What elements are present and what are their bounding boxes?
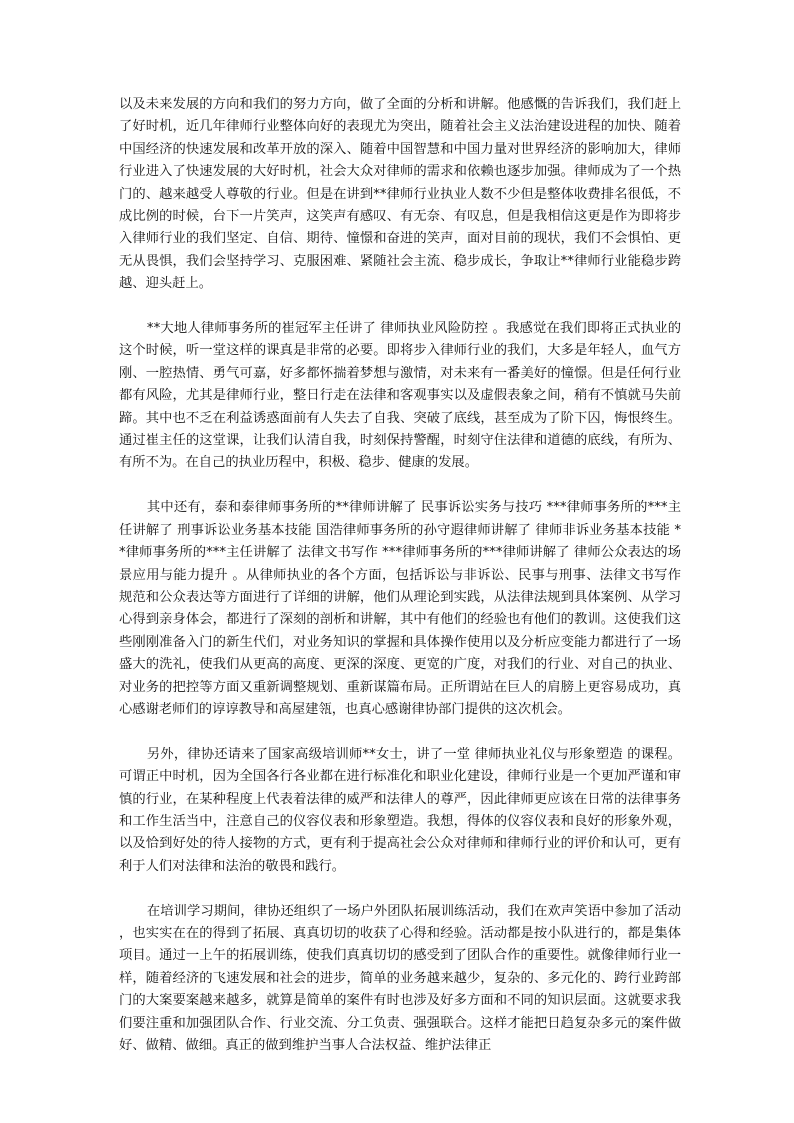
paragraph-4: 另外，律协还请来了国家高级培训师**女士，讲了一堂 律师执业礼仪与形象塑造 的课程。可谓正中时机，因为全国各行各业都在进行标准化和职业化建设，律师行业是一个更加严谨和审慎的行业，在某种程度上代表着法律的威严和法律人的尊严，因此律师更应该在日常的法律事务和工作生活当中，注意自己的仪容仪表和形象塑造。我想，得体的仪容仪表和良好的形象外观，以及恰到好处的待人接物的方式，更有利于提高社会公众对律师和律师行业的评价和认可，更有利于人们对法律和法治的敬畏和践行。 [119,746,681,874]
paragraph-1: 以及未来发展的方向和我们的努力方向，做了全面的分析和讲解。他感慨的告诉我们，我们赶上了好时机，近几年律师行业整体向好的表现尤为突出，随着社会主义法治建设进程的加快、随着中国经济的快速发展和改革开放的深入、随着中国智慧和中国力量对世界经济的影响加大，律师行业进入了快速发展的大好时机，社会大众对律师的需求和依赖也逐步加强。律师成为了一个热门的、越来越受人尊敬的行业。但是在讲到**律师行业执业人数不少但是整体收费排名很低，不成比例的时候，台下一片笑声，这笑声有感叹、有无奈、有叹息，但是我相信这更是作为即将步入律师行业的我们坚定、自信、期待、憧憬和奋进的笑声，面对目前的现状，我们不会惧怕、更无从畏惧，我们会坚持学习、克服困难、紧随社会主流、稳步成长，争取让**律师行业能稳步跨越、迎头赶上。 [119,97,681,292]
paragraph-2: **大地人律师事务所的崔冠军主任讲了 律师执业风险防控 。我感觉在我们即将正式执业的这个时候，听一堂这样的课真是非常的必要。即将步入律师行业的我们，大多是年轻人，血气方刚、一腔热情、勇气可嘉，好多都怀揣着梦想与激情，对未来有一番美好的憧憬。但是任何行业都有风险，尤其是律师行业，整日行走在法律和客观事实以及虚假表象之间，稍有不慎就马失前蹄。其中也不乏在利益诱惑面前有人失去了自我、突破了底线，甚至成为了阶下囚，悔恨终生。通过崔主任的这堂课，让我们认清自我，时刻保持警醒，时刻守住法律和道德的底线，有所为、有所不为。在自己的执业历程中，积极、稳步、健康的发展。 [119,321,681,471]
document-body [119,94,681,1080]
paragraph-5: 在培训学习期间，律协还组织了一场户外团队拓展训练活动，我们在欢声笑语中参加了活动，也实实在在的得到了拓展、真真切切的收获了心得和经验。活动都是按小队进行的，都是集体项目。通过一上午的拓展训练，使我们真真切切的感受到了团队合作的重要性。就像律师行业一样，随着经济的飞速发展和社会的进步，简单的业务越来越少，复杂的、多元化的、跨行业跨部门的大案要案越来越多，就算是简单的案件有时也涉及好多方面和不同的知识层面。这就要求我们要注重和加强团队合作、行业交流、分工负责、强强联合。这样才能把日趋复杂多元的案件做好、做精、做细。真正的做到维护当事人合法权益、维护法律正 [119,903,681,1053]
paragraph-3: 其中还有，泰和泰律师事务所的**律师讲解了 民事诉讼实务与技巧 ***律师事务所的***主任讲解了 刑事诉讼业务基本技能 国浩律师事务所的孙守遐律师讲解了 律师非诉业务基本技能 **律师事务所的***主任讲解了 法律文书写作 ***律师事务所的***律师讲解了 律师公众表达的场景应用与能力提升 。从律师执业的各个方面，包括诉讼与非诉讼、民事与刑事、法律文书写作规范和公众表达等方面进行了详细的讲解，他们从理论到实践，从法律法规到具体案例、从学习心得到亲身体会，都进行了深刻的剖析和讲解，其中有他们的经验也有他们的教训。这使我们这些刚刚准备入门的新生代们，对业务知识的掌握和具体操作使用以及分析应变能力都进行了一场盛大的洗礼，使我们从更高的高度、更深的深度、更宽的广度，对我们的行业、对自己的执业、对业务的把控等方面又重新调整规划、重新谋篇布局。正所谓站在巨人的肩膀上更容易成功，真心感谢老师们的谆谆教导和高屋建瓴，也真心感谢律协部门提供的这次机会。 [119,500,681,717]
